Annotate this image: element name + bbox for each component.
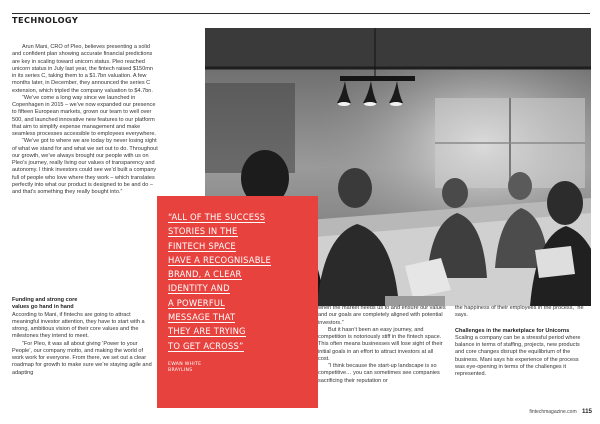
attribution-name: EWAN WHITE xyxy=(168,362,202,367)
body-paragraph: the happiness of their employees in the process,” he says. xyxy=(455,305,584,319)
pull-quote-line: THEY ARE TRYING xyxy=(168,326,246,337)
subheading xyxy=(12,297,156,312)
body-paragraph: Scaling a company can be a stressful period where balance in terms of staffing, projects, new products and core changes disrupt the equilibrium of the business. Mani says his experience of the process was eye-opening in terms of the challenges it represented. xyxy=(455,334,581,377)
pull-quote-line: HAVE A RECOGNISABLE xyxy=(168,254,272,265)
pull-quote-line: BRAND, A CLEAR xyxy=(168,269,242,280)
pull-quote-line: “ALL OF THE SUCCESS xyxy=(168,212,266,222)
body-paragraph: “We’ve got to where we are today by never losing sight of what we stand for and what we set out to do. Throughout our growth, we’ve always brought our people with us on Pleo’s journey, really living our values of transparency and autonomy. I think investors could see we’d built a company full of people who love where they work – which translates perfectly into what our product is designed to be and do – and that’s something they really bought into.” xyxy=(12,138,158,195)
pull-quote-line: FINTECH SPACE xyxy=(168,240,236,251)
body-paragraph: According to Mani, if fintechs are going to attract meaningful investor attention, they have to start with a strong, ambitious vision of their core values and the milestones they intend to meet. xyxy=(12,311,145,340)
pull-quote-line: STORIES IN THE xyxy=(168,226,238,237)
left-column xyxy=(12,44,158,196)
quote-attribution xyxy=(168,362,288,374)
body-paragraph: when the market needs us to and ensure our values and our goals are completely aligned with potential investors.” xyxy=(318,305,446,326)
page-number: 115 xyxy=(582,408,592,415)
pull-quote-line: IDENTITY AND xyxy=(168,283,230,294)
pull-quote-line: A POWERFUL xyxy=(168,297,226,308)
pull-quote-line: TO GET ACROSS” xyxy=(168,340,244,351)
page-footer xyxy=(512,408,592,415)
right-column xyxy=(455,305,588,378)
body-paragraph: “For Pleo, it was all about giving ‘Power to your People’, our company motto, and making the world of work work for everyone. From there, we set out a clear roadmap for growth to make sure we’re staying agile and adapting xyxy=(12,340,152,376)
subheading: Challenges in the marketplace for Unicorns xyxy=(455,327,570,334)
body-paragraph: Arun Mani, CRO of Pleo, believes presenting a solid and confident plan showing accurate financial predictions are key in scaling toward unicorn status. Pleo reached unicorn status in July last year, the fintech raised $150mn in its series C, taking them to a $1.7bn valuation. A few months later, in December, they announced the series C extension, which tripled the company valuation to $4.7bn. xyxy=(12,44,153,94)
footer-site: fintechmagazine.com xyxy=(529,409,577,415)
middle-column xyxy=(318,305,446,385)
pull-quote-line: MESSAGE THAT xyxy=(168,312,236,323)
body-paragraph: “We’ve come a long way since we launched in Copenhagen in 2015 – we’ve now expanded our presence to fifteen European markets, grown our team to well over 500, and launched innovative new features to our platform that aim to simplify expense management and make seamless processes accessible to employees everywhere. xyxy=(12,94,156,137)
pull-quote xyxy=(168,210,310,353)
section-rule xyxy=(12,13,590,14)
body-paragraph: But it hasn’t been an easy journey, and competition is notoriously stiff in the fintech space. This often means businesses will lose sight of their initial goals in an effort to attract investors at all cost. xyxy=(318,326,443,362)
subheading-line: Funding and strong core xyxy=(12,297,78,303)
attribution-company: BRAYLINS xyxy=(168,368,193,373)
subheading-line: values go hand in hand xyxy=(12,304,74,311)
left-column-bottom xyxy=(12,297,156,377)
section-label: TECHNOLOGY xyxy=(12,15,79,25)
body-paragraph: “I think because the start-up landscape is so competitive… you can sometimes see companies sacrificing their reputation or xyxy=(318,363,440,384)
